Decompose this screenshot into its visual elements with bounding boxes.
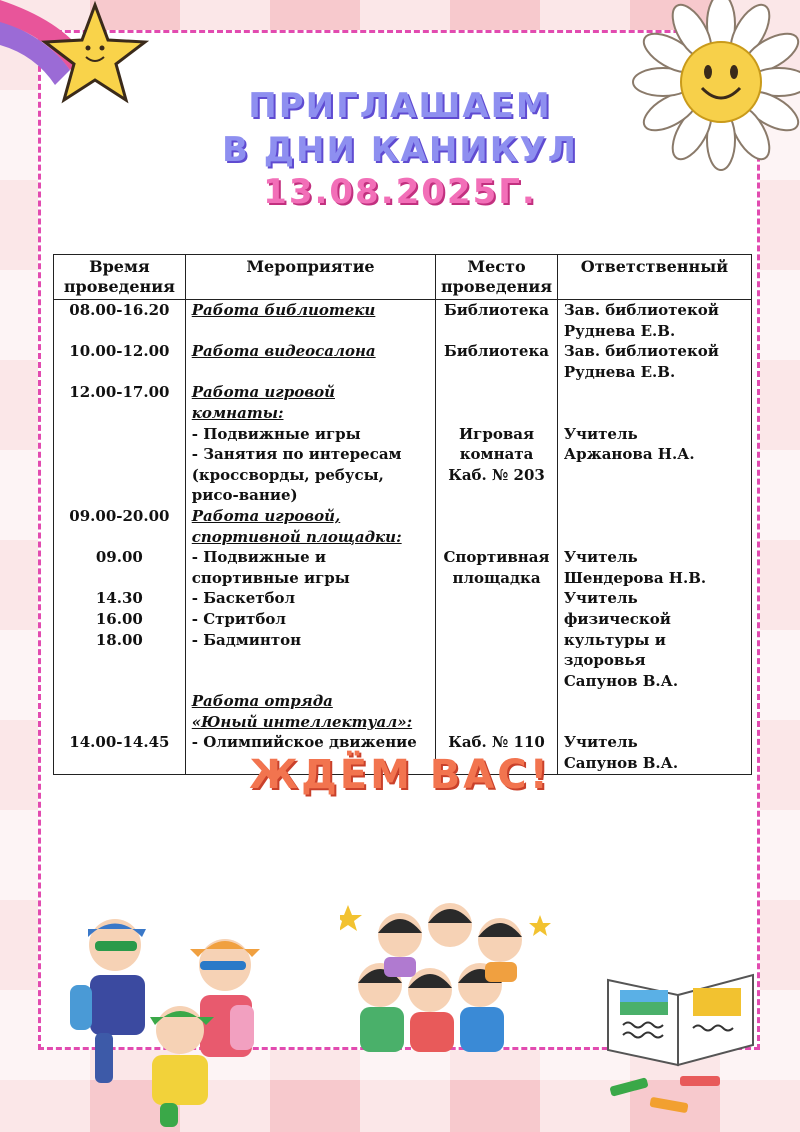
table-row bbox=[54, 382, 752, 423]
cell-event: Работа игровой комнаты: bbox=[185, 382, 435, 423]
cell-time bbox=[54, 691, 186, 732]
title-line-2: В ДНИ КАНИКУЛ bbox=[221, 130, 579, 170]
cell-responsible: Учитель Сапунов В.А. bbox=[557, 732, 751, 774]
cell-responsible: Учитель физической культуры и здоровья Сапунов В.А. bbox=[557, 588, 751, 691]
cell-responsible: Учитель Шендерова Н.В. bbox=[557, 547, 751, 588]
table-row bbox=[54, 424, 752, 506]
footer-text: ЖДЁМ ВАС! bbox=[249, 752, 551, 798]
cell-place bbox=[436, 506, 558, 547]
cell-time bbox=[54, 424, 186, 506]
cell-time: 09.00-20.00 bbox=[54, 506, 186, 547]
header-event: Мероприятие bbox=[185, 255, 435, 300]
header-time: Время проведения bbox=[54, 255, 186, 300]
table-row bbox=[54, 300, 752, 342]
open-book-icon bbox=[598, 960, 763, 1070]
cell-time: 14.30 16.00 18.00 bbox=[54, 588, 186, 691]
header-place: Место проведения bbox=[436, 255, 558, 300]
running-children-illustration bbox=[40, 905, 280, 1130]
cell-place: Библиотека bbox=[436, 300, 558, 342]
table-row bbox=[54, 341, 752, 382]
cell-time: 14.00-14.45 bbox=[54, 732, 186, 774]
cell-event: - Подвижные и спортивные игры bbox=[185, 547, 435, 588]
cell-time: 09.00 bbox=[54, 547, 186, 588]
table-header-row bbox=[54, 255, 752, 300]
cell-responsible bbox=[557, 382, 751, 423]
cell-place bbox=[436, 691, 558, 732]
cell-event: - Баскетбол - Стритбол - Бадминтон bbox=[185, 588, 435, 691]
cell-responsible: Зав. библиотекой Руднева Е.В. bbox=[557, 300, 751, 342]
cell-event: Работа игровой, спортивной площадки: bbox=[185, 506, 435, 547]
title-line-1: ПРИГЛАШАЕМ bbox=[248, 86, 552, 126]
cell-event: - Подвижные игры - Занятия по интересам (кроссворды, ребусы, рисо-вание) bbox=[185, 424, 435, 506]
cell-responsible: Учитель Аржанова Н.А. bbox=[557, 424, 751, 506]
cell-place: Каб. № 110 bbox=[436, 732, 558, 774]
cell-place bbox=[436, 382, 558, 423]
cell-event: Работа библиотеки bbox=[185, 300, 435, 342]
cell-event: - Олимпийское движение bbox=[185, 732, 435, 774]
table-row bbox=[54, 691, 752, 732]
header-responsible: Ответственный bbox=[557, 255, 751, 300]
cell-place: Спортивная площадка bbox=[436, 547, 558, 588]
cell-responsible bbox=[557, 691, 751, 732]
cell-event: Работа отряда «Юный интеллектуал»: bbox=[185, 691, 435, 732]
title-date: 13.08.2025Г. bbox=[263, 172, 537, 212]
crayons-icon bbox=[610, 1070, 740, 1120]
cell-place bbox=[436, 588, 558, 691]
happy-kids-group-illustration bbox=[340, 885, 560, 1055]
table-row bbox=[54, 506, 752, 547]
cell-time: 08.00-16.20 bbox=[54, 300, 186, 342]
cell-time: 10.00-12.00 bbox=[54, 341, 186, 382]
cell-place: Игровая комната Каб. № 203 bbox=[436, 424, 558, 506]
cell-event: Работа видеосалона bbox=[185, 341, 435, 382]
table-row bbox=[54, 588, 752, 691]
cell-time: 12.00-17.00 bbox=[54, 382, 186, 423]
schedule-table bbox=[53, 254, 752, 775]
cell-place: Библиотека bbox=[436, 341, 558, 382]
table-row bbox=[54, 547, 752, 588]
cell-responsible bbox=[557, 506, 751, 547]
cell-responsible: Зав. библиотекой Руднева Е.В. bbox=[557, 341, 751, 382]
